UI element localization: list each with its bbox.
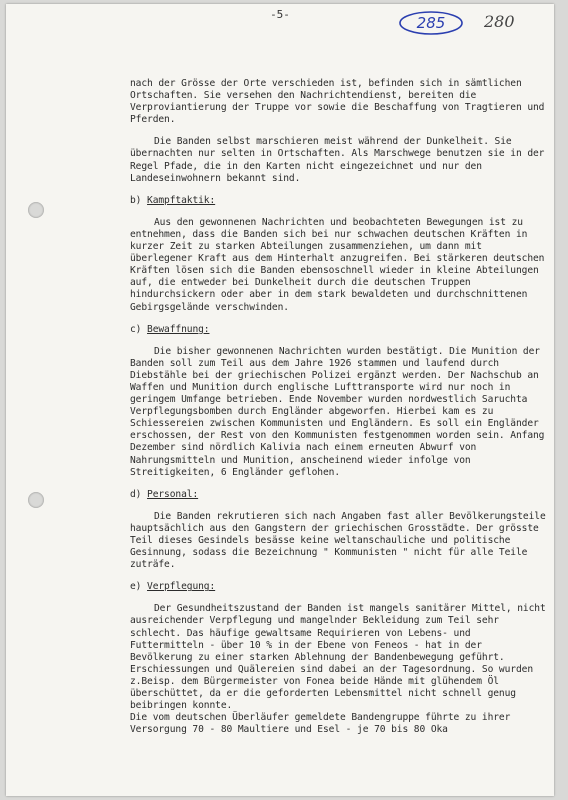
punch-hole	[28, 492, 44, 508]
document-page	[6, 4, 554, 796]
paragraph: Der Gesundheitszustand der Banden ist mangels sanitärer Mittel, nicht ausreichender Verpflegung und mangelnder Bekleidung zum Teil sehr schlecht. Das häufige gewaltsame Requirieren von Lebens- und Futtermitteln - über 10 % in der Ebene von Feneos - hat in der Bevölkerung zu einer starken Ablehnung der Bandenbewegung geführt. Erschiessungen und Quälereien sind dabei an der Tagesordnung. So wurden z.Beisp. dem Bürgermeister von Fonea beide Hände mit glühendem Öl überschüttet, da er die geforderten Lebensmittel nicht schnell genug beibringen konnte.	[130, 603, 546, 712]
paragraph: Die Banden rekrutieren sich nach Angaben fast aller Bevölkerungsteile hauptsächlich aus den Gangstern der griechischen Grosstädte. Der grösste Teil dieses Gesindels besässe keine weltanschauliche und politische Gesinnung, sodass die Bezeichnung " Kommunisten " nicht für alle Teile zuträfe.	[130, 510, 546, 571]
heading-text: Personal:	[147, 488, 199, 500]
heading-prefix: c)	[130, 323, 148, 335]
page-number: -5-	[270, 8, 290, 21]
heading-prefix: b)	[130, 194, 148, 206]
paragraph: Die bisher gewonnenen Nachrichten wurden bestätigt. Die Munition der Banden soll zum Teil aus dem Jahre 1926 stammen und laufend durch Diebstähle bei der griechischen Polizei ergänzt werden. Der Nachschub an Waffen und Munition durch englische Lufttransporte wird nur noch in geringem Umfange betrieben. Ende November wurden nordwestlich Saruchta Verpflegungsbomben durch Engländer abgeworfen. Hierbei kam es zu Schiessereien zwischen Kommunisten und Engländern. Es soll ein Engländer erschossen, der Rest von den Kommunisten festgenommen worden sein. Anfang Dezember sind nördlich Kalivia nach einem erneuten Abwurf von Nahrungsmitteln und Munition, anscheinend wieder infolge von Streitigkeiten, 6 Engländer geflohen.	[130, 345, 545, 478]
heading-prefix: d)	[130, 488, 148, 500]
pencil-page-number: 280	[484, 12, 515, 31]
heading-prefix: e)	[130, 581, 148, 593]
section-heading-e	[130, 581, 550, 593]
document-body	[130, 78, 550, 746]
paragraph: Die Banden selbst marschieren meist während der Dunkelheit. Sie übernachten nur selten in Ortschaften. Als Marschwege benutzen sie in der Regel Pfade, die in den Karten nicht eingezeichnet und nur den Landeseinwohnern bekannt sind.	[130, 136, 545, 184]
punch-hole	[28, 202, 44, 218]
heading-text: Kampftaktik:	[147, 194, 216, 206]
paragraph: Aus den gewonnenen Nachrichten und beobachteten Bewegungen ist zu entnehmen, dass die Banden sich bei nur schwachen deutschen Kräften in kurzer Zeit zu starken Abteilungen zusammenziehen, um dann mit überlegener Kraft aus dem Hinterhalt anzugreifen. Bei stärkeren deutschen Kräften lösen sich die Banden ebensoschnell wieder in kleine Abteilungen auf, die entweder bei Dunkelheit durch die deutschen Truppen hindurchsickern oder aber in dem stark bewaldeten und durchschnittenen Gebirgsgelände verschwinden.	[130, 216, 545, 313]
stamp-number: 285	[416, 14, 446, 32]
section-heading-d	[130, 489, 550, 501]
section-heading-b	[130, 195, 550, 207]
archive-stamp	[398, 10, 464, 36]
paragraph: Die vom deutschen Überläufer gemeldete Bandengruppe führte zu ihrer Versorgung 70 - 80 Maultiere und Esel - je 70 bis 80 Oka	[130, 712, 511, 736]
heading-text: Verpflegung:	[147, 581, 216, 593]
heading-text: Bewaffnung:	[147, 323, 210, 335]
paragraph: nach der Grösse der Orte verschieden ist, befinden sich in sämtlichen Ortschaften. Sie versehen den Nachrichtendienst, bereiten die Verproviantierung der Truppe vor sowie die Beschaffung von Tragtieren und Pferden.	[130, 78, 545, 126]
section-heading-c	[130, 324, 550, 336]
